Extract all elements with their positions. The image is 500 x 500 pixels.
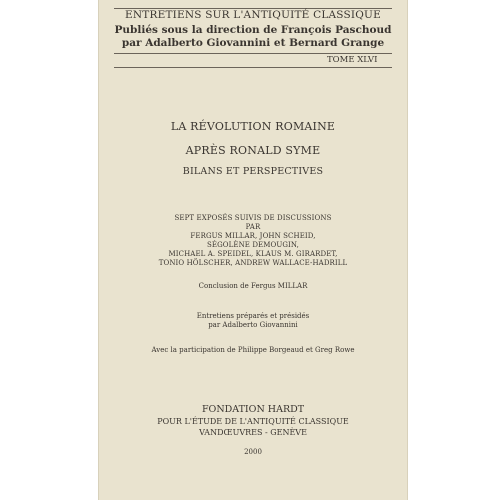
- tome-number: TOME XLVI: [327, 55, 378, 65]
- conclusion-credit: Conclusion de Fergus MILLAR: [198, 282, 308, 290]
- organisation-line-2: par Adalberto Giovannini: [208, 321, 298, 329]
- direction-line-2: par Adalberto Giovannini et Bernard Grange: [121, 37, 385, 49]
- publisher-line-1: POUR L'ÉTUDE DE L'ANTIQUITÉ CLASSIQUE: [157, 417, 349, 426]
- bottom-rule: [114, 67, 392, 68]
- series-title: ENTRETIENS SUR L'ANTIQUITÉ CLASSIQUE: [125, 9, 381, 21]
- contributors-par: PAR: [245, 223, 261, 231]
- direction-line-1: Publiés sous la direction de François Paschoud: [114, 24, 392, 36]
- publication-year: 2000: [244, 448, 262, 456]
- book-title-line-2: APRÈS RONALD SYME: [185, 144, 321, 157]
- contributors-intro: SEPT EXPOSÉS SUIVIS DE DISCUSSIONS: [174, 214, 332, 222]
- book-title-line-1: LA RÉVOLUTION ROMAINE: [170, 120, 336, 133]
- participation-line: Avec la participation de Philippe Borgeaud et Greg Rowe: [151, 346, 355, 354]
- organisation-line-1: Entretiens préparés et présidés: [196, 312, 310, 320]
- contributor-line: TONIO HÖLSCHER, ANDREW WALLACE-HADRILL: [158, 259, 348, 267]
- publisher-line-2: VANDŒUVRES - GENÈVE: [199, 428, 307, 437]
- contributor-line: SÉGOLÈNE DEMOUGIN,: [206, 241, 300, 249]
- book-cover: [99, 0, 407, 500]
- contributor-line: FERGUS MILLAR, JOHN SCHEID,: [190, 232, 316, 240]
- contributor-line: MICHAEL A. SPEIDEL, KLAUS M. GIRARDET,: [168, 250, 338, 258]
- book-subtitle: BILANS ET PERSPECTIVES: [182, 166, 324, 177]
- publisher-name: FONDATION HARDT: [201, 404, 305, 415]
- middle-rule: [114, 53, 392, 54]
